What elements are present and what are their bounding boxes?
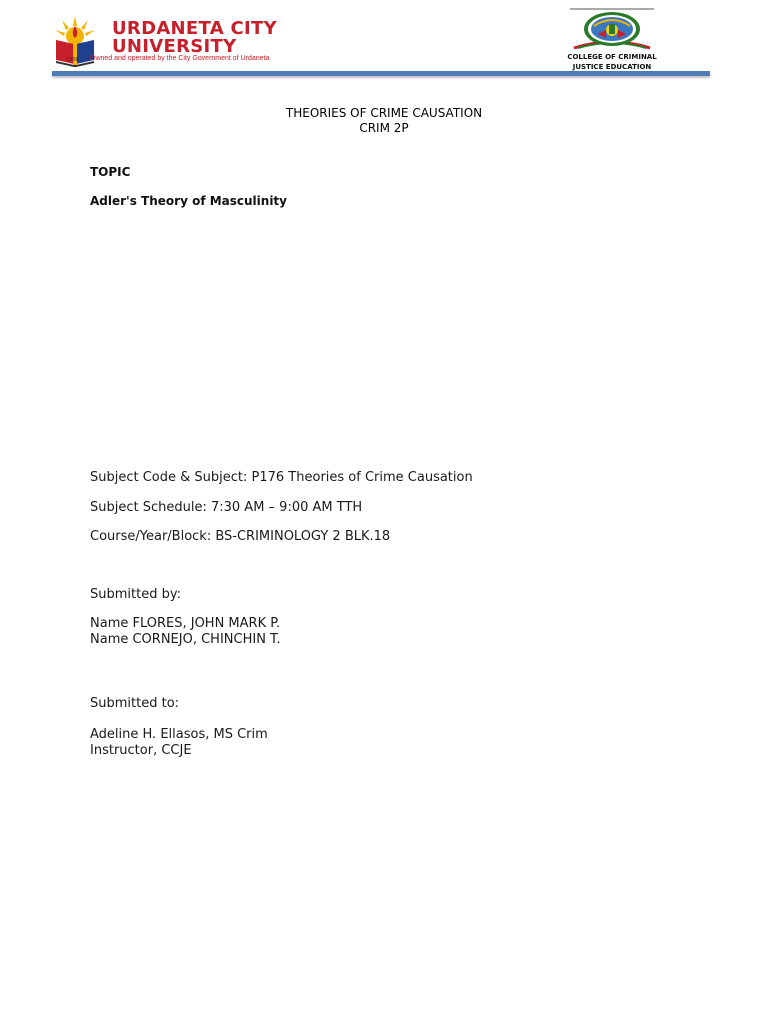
title-line1: THEORIES OF CRIME CAUSATION [285,106,483,120]
college-name [550,52,674,72]
university-name-line1: URDANETA CITY [112,18,277,39]
header-divider [52,71,710,76]
submitter-name: Name FLORES, JOHN MARK P. [90,616,281,631]
letterhead [52,8,710,78]
logo-year: 1966 [66,57,79,63]
submitted-by-label: Submitted by: [90,587,181,602]
course-block-line: Course/Year/Block: BS-CRIMINOLOGY 2 BLK.18 [90,529,391,544]
submitter-name: Name CORNEJO, CHINCHIN T. [90,632,281,647]
instructor-name: Adeline H. Ellasos, MS Crim [90,727,268,742]
document-title [0,106,768,136]
college-name-line2: JUSTICE EDUCATION [572,63,652,71]
subject-schedule-line: Subject Schedule: 7:30 AM – 9:00 AM TTH [90,500,363,515]
university-name [112,20,277,56]
title-line2: CRIM 2P [359,121,409,135]
university-tagline: Owned and operated by the City Government of Urdaneta [90,55,270,62]
subject-code-line: Subject Code & Subject: P176 Theories of Crime Causation [90,470,473,485]
college-name-line1: COLLEGE OF CRIMINAL [567,53,657,61]
topic-label: TOPIC [90,165,131,179]
college-seal-icon [568,8,656,50]
submitted-to-label: Submitted to: [90,696,180,711]
instructor-title: Instructor, CCJE [90,743,192,758]
topic-title: Adler's Theory of Masculinity [90,194,287,208]
university-name-line2: UNIVERSITY [112,36,237,57]
